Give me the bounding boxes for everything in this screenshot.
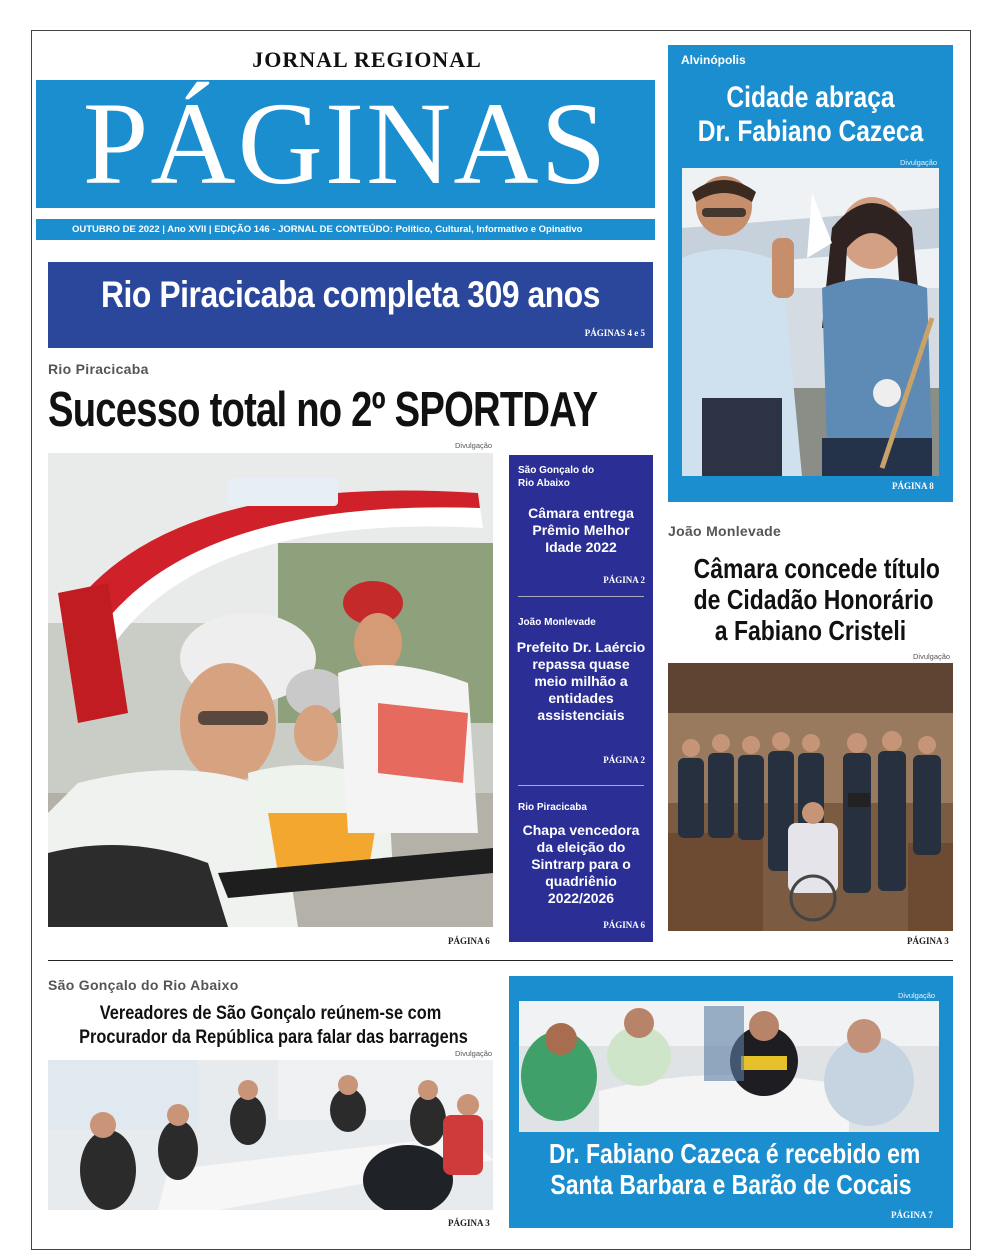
monlevade-page-ref: PÁGINA 3 [907, 936, 949, 946]
sidebar-item-page: PÁGINA 2 [603, 755, 645, 765]
saogoncalo-page-ref: PÁGINA 3 [448, 1218, 490, 1228]
cazeca-headline [509, 1138, 953, 1200]
monlevade-headline-line2: de Cidadão Honorário [693, 584, 934, 615]
alvinopolis-headline [694, 81, 928, 149]
alvinopolis-kicker: Alvinópolis [681, 53, 746, 67]
council-ceremony-illustration [668, 663, 953, 931]
monlevade-headline-line3: a Fabiano Cristeli [714, 615, 907, 646]
sidebar-item-title: Chapa vencedora da eleição do Sintrarp para o quadriênio 2022/2026 [522, 822, 640, 906]
masthead [36, 80, 655, 208]
alvinopolis-headline-line1: Cidade abraça [726, 81, 895, 114]
sidebar-divider [518, 596, 644, 597]
saogoncalo-headline-line2: Procurador da República para falar das barragens [79, 1027, 468, 1048]
cyclists-illustration [48, 453, 493, 927]
campaign-illustration [682, 168, 939, 476]
sportday-photo [48, 453, 493, 927]
alvinopolis-credit: Divulgação [900, 158, 938, 167]
sportday-credit: Divulgação [455, 441, 493, 450]
saogoncalo-kicker: São Gonçalo do Rio Abaixo [48, 977, 239, 993]
monlevade-photo [668, 663, 953, 931]
sidebar-divider [518, 785, 644, 786]
monlevade-headline-line1: Câmara concede título [693, 553, 940, 584]
cazeca-credit: Divulgação [898, 991, 936, 1000]
monlevade-headline[interactable] [668, 553, 953, 646]
monlevade-kicker: João Monlevade [668, 523, 782, 539]
cazeca-headline-line2: Santa Barbara e Barão de Cocais [550, 1169, 912, 1200]
masthead-kicker: JORNAL REGIONAL [252, 47, 482, 72]
sidebar-item-kicker: São Gonçalo do Rio Abaixo [518, 465, 595, 489]
saogoncalo-headline-line1: Vereadores de São Gonçalo reúnem-se com [99, 1003, 442, 1024]
sportday-kicker: Rio Piracicaba [48, 361, 149, 377]
saogoncalo-headline[interactable] [48, 1002, 493, 1050]
sidebar-item-page: PÁGINA 2 [603, 575, 645, 585]
reception-illustration [519, 1001, 939, 1132]
sidebar-item-title: Câmara entrega Prêmio Melhor Idade 2022 [528, 505, 634, 555]
sidebar-item-page: PÁGINA 6 [603, 920, 645, 930]
alvinopolis-photo [682, 168, 939, 476]
sportday-headline[interactable]: Sucesso total no 2º SPORTDAY [48, 383, 598, 437]
alvinopolis-page-ref: PÁGINA 8 [892, 481, 934, 491]
section-divider [48, 960, 953, 961]
saogoncalo-photo [48, 1060, 493, 1210]
lead-headline: Rio Piracicaba completa 309 anos [100, 274, 601, 315]
cazeca-box[interactable] [509, 976, 953, 1228]
cazeca-headline-line1: Dr. Fabiano Cazeca é recebido em [548, 1138, 921, 1169]
lead-page-ref: PÁGINAS 4 e 5 [584, 328, 645, 338]
lead-headline-box[interactable] [48, 262, 653, 348]
alvinopolis-headline-line2: Dr. Fabiano Cazeca [697, 115, 924, 148]
sidebar-item-kicker: Rio Piracicaba [518, 802, 587, 813]
sidebar-item-kicker: João Monlevade [518, 617, 596, 628]
sidebar-item-title: Prefeito Dr. Laércio repassa quase meio milhão a entidades assistenciais [516, 639, 646, 723]
saogoncalo-credit: Divulgação [455, 1049, 493, 1058]
cazeca-photo [519, 1001, 939, 1132]
masthead-title: PÁGINAS [82, 80, 609, 208]
sportday-page-ref: PÁGINA 6 [448, 936, 490, 946]
masthead-info-bar: OUTUBRO DE 2022 | Ano XVII | EDIÇÃO 146 - JORNAL DE CONTEÚDO: Político, Cultural, Informativo e Opinativo [36, 219, 655, 240]
cazeca-page-ref: PÁGINA 7 [891, 1210, 933, 1220]
news-sidebar [509, 455, 653, 942]
alvinopolis-box[interactable] [668, 45, 953, 502]
meeting-room-illustration [48, 1060, 493, 1210]
monlevade-credit: Divulgação [913, 652, 951, 661]
